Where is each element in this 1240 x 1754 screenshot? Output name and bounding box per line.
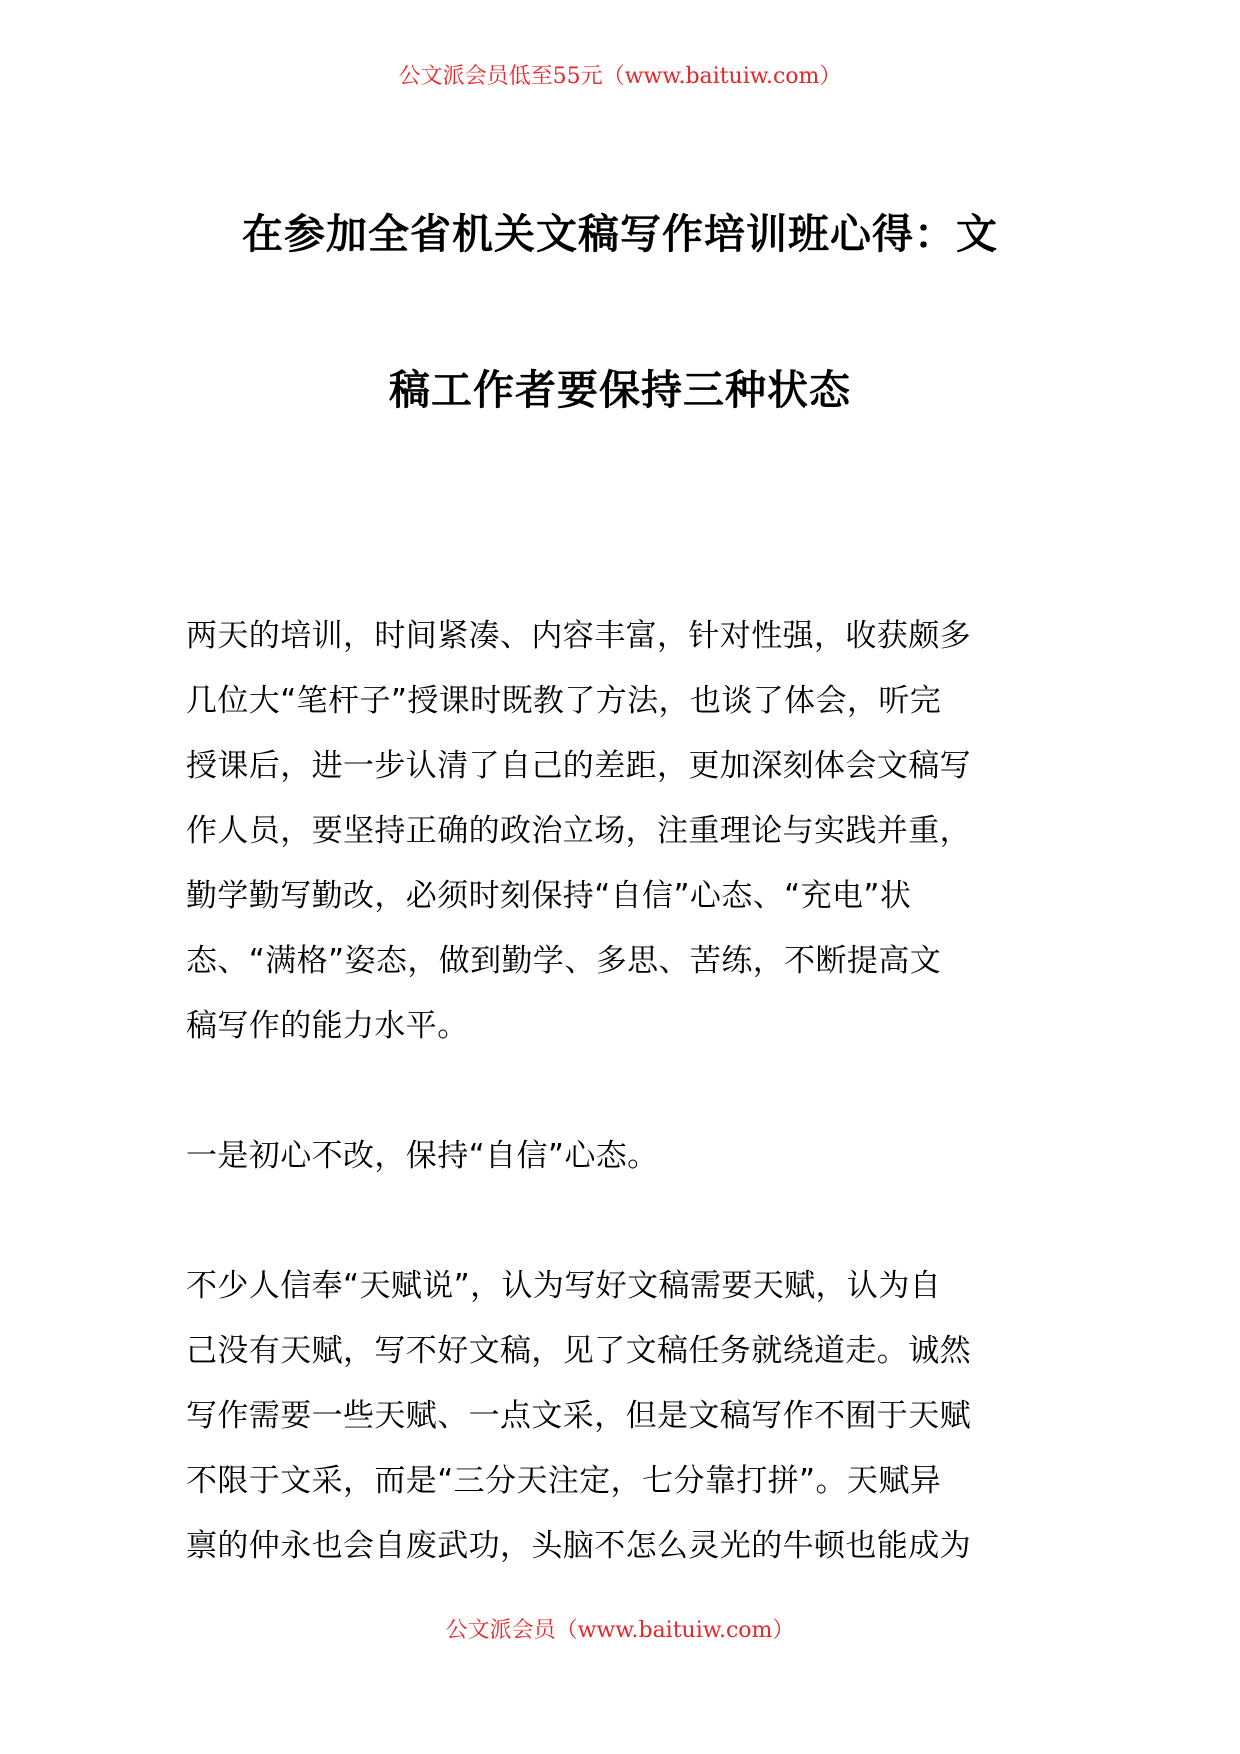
paragraph-line: 两天的培训，时间紧凑、内容丰富，针对性强，收获颇多 bbox=[186, 618, 971, 654]
paragraph-line: 写作需要一些天赋、一点文采，但是文稿写作不囿于天赋 bbox=[186, 1398, 971, 1434]
paragraph-line: 稿写作的能力水平。 bbox=[186, 1008, 469, 1044]
document-title-line-1: 在参加全省机关文稿写作培训班心得：文 bbox=[242, 210, 998, 258]
paragraph-line: 己没有天赋，写不好文稿，见了文稿任务就绕道走。诚然 bbox=[186, 1333, 971, 1369]
paragraph-line: 不限于文采，而是“三分天注定，七分靠打拼”。天赋异 bbox=[186, 1463, 942, 1499]
header-promo-text: 公文派会员低至55元（www.baituiw.com） bbox=[398, 64, 842, 89]
paragraph-line: 态、“满格”姿态，做到勤学、多思、苦练，不断提高文 bbox=[186, 943, 942, 979]
paragraph-line: 作人员，要坚持正确的政治立场，注重理论与实践并重， bbox=[186, 813, 971, 849]
paragraph-line: 几位大“笔杆子”授课时既教了方法，也谈了体会，听完 bbox=[186, 683, 942, 719]
paragraph-line: 不少人信奉“天赋说”，认为写好文稿需要天赋，认为自 bbox=[186, 1268, 942, 1304]
paragraph-line: 一是初心不改，保持“自信”心态。 bbox=[186, 1138, 659, 1174]
body-section-heading-1 bbox=[186, 1124, 1056, 1189]
body-paragraph-talent bbox=[186, 1254, 1056, 1579]
body-paragraph-intro bbox=[186, 604, 1056, 1059]
paragraph-line: 勤学勤写勤改，必须时刻保持“自信”心态、“充电”状 bbox=[186, 878, 912, 914]
paragraph-line: 授课后，进一步认清了自己的差距，更加深刻体会文稿写 bbox=[186, 748, 971, 784]
footer-promo-text: 公文派会员（www.baituiw.com） bbox=[445, 1618, 795, 1643]
document-title-line-2: 稿工作者要保持三种状态 bbox=[389, 366, 851, 414]
paragraph-line: 禀的仲永也会自废武功，头脑不怎么灵光的牛顿也能成为 bbox=[186, 1528, 971, 1564]
